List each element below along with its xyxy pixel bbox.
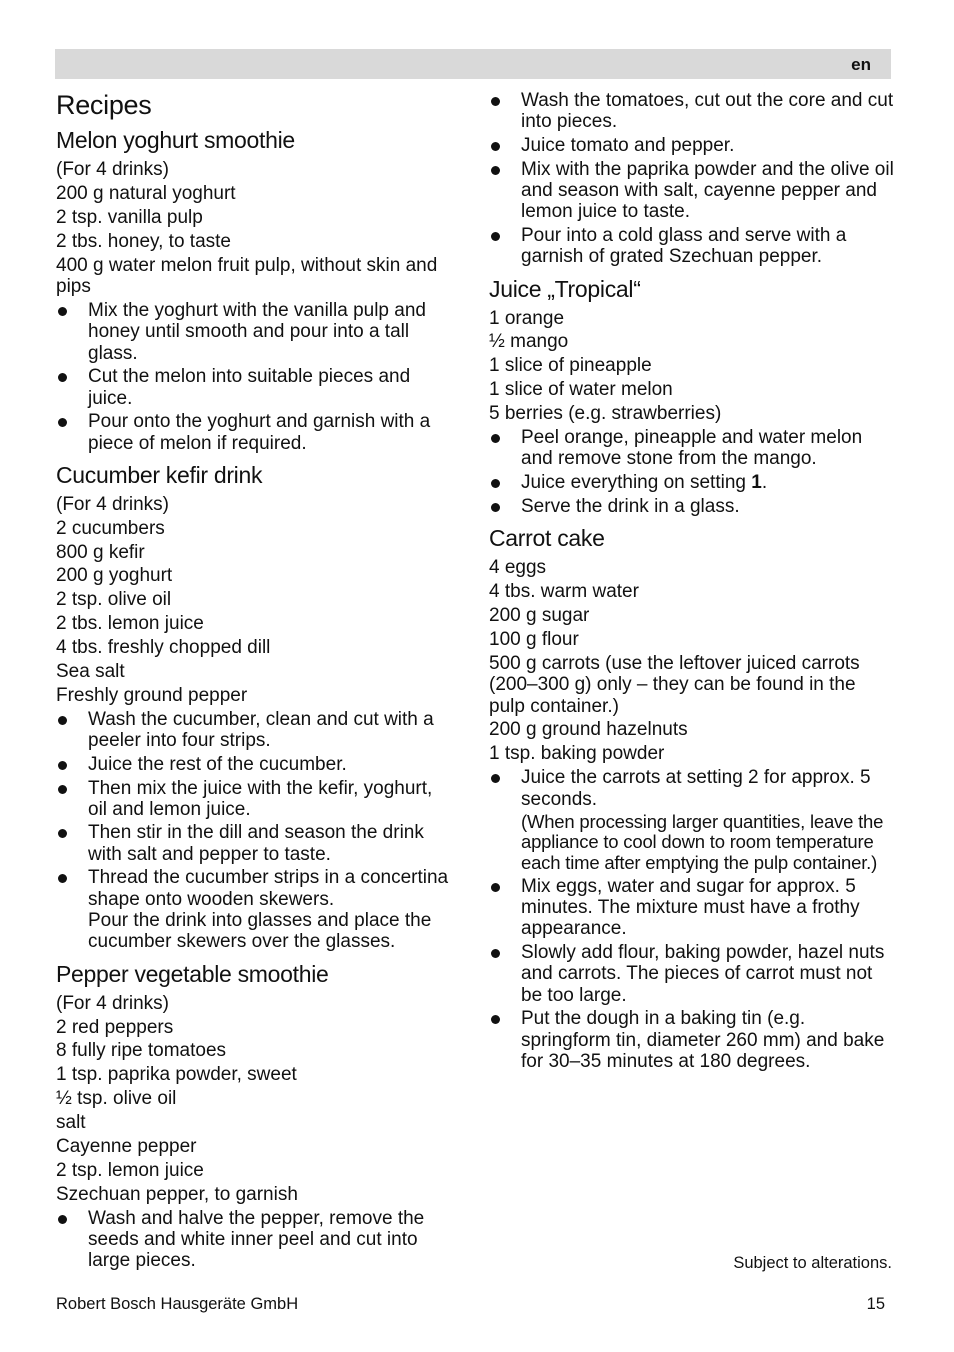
bullet-icon xyxy=(58,307,67,316)
recipe-title: Juice „Tropical“ xyxy=(489,275,641,302)
step-text: Juice everything on setting xyxy=(521,471,752,493)
ingredient: 200 g ground hazelnuts xyxy=(489,719,688,741)
step xyxy=(489,496,894,517)
ingredient: (For 4 drinks) xyxy=(56,493,169,515)
step xyxy=(489,159,894,223)
page-title: Recipes xyxy=(56,90,152,120)
step xyxy=(56,1208,456,1272)
step-text: Serve the drink in a glass. xyxy=(521,495,740,517)
step xyxy=(56,754,456,775)
recipe-title: Cucumber kefir drink xyxy=(56,461,263,488)
ingredient: 2 tsp. vanilla pulp xyxy=(56,206,203,228)
step xyxy=(489,942,894,1006)
step xyxy=(56,411,456,454)
step xyxy=(489,90,894,133)
ingredient: Szechuan pepper, to garnish xyxy=(56,1183,298,1205)
bullet-icon xyxy=(491,1015,500,1024)
ingredient: 100 g flour xyxy=(489,628,579,650)
bullet-icon xyxy=(491,949,500,958)
ingredient: 1 orange xyxy=(489,307,565,329)
recipe-pepper-vegetable-smoothie xyxy=(56,959,456,1272)
ingredient: 500 g carrots (use the leftover juiced carrots (200–300 g) only – they can be found in the pulp container.) xyxy=(489,652,860,717)
ingredient: 200 g sugar xyxy=(489,604,590,626)
ingredient-list xyxy=(56,494,456,707)
step-text: Wash the tomatoes, cut out the core and cut into pieces. xyxy=(521,90,894,133)
step-text: Peel orange, pineapple and water melon and remove stone from the mango. xyxy=(521,427,863,470)
step-text: Put the dough in a baking tin (e.g. springform tin, diameter 260 mm) and bake for 30–35 minutes at 180 degrees. xyxy=(521,1008,885,1072)
subject-to-alterations-note: Subject to alterations. xyxy=(733,1254,892,1272)
ingredient-list xyxy=(56,993,456,1206)
step-list xyxy=(489,767,894,1072)
recipe-melon-yoghurt-smoothie xyxy=(56,125,456,454)
step-list xyxy=(489,427,894,517)
bullet-icon xyxy=(58,829,67,838)
step-text: Juice the carrots at setting 2 for approx. 5 seconds. xyxy=(521,767,871,810)
bullet-icon xyxy=(58,716,67,725)
bullet-icon xyxy=(491,434,500,443)
bullet-icon xyxy=(58,874,67,883)
bullet-icon xyxy=(491,479,500,488)
step xyxy=(489,767,894,873)
language-code: en xyxy=(851,55,871,74)
recipe-juice-tropical xyxy=(489,274,894,517)
step xyxy=(489,135,894,156)
ingredient: ½ mango xyxy=(489,331,569,353)
ingredient: 8 fully ripe tomatoes xyxy=(56,1040,227,1062)
header-bar xyxy=(55,49,891,79)
step-text: Mix with the paprika powder and the olive oil and season with salt, cayenne pepper and lemon juice to taste. xyxy=(521,158,894,223)
ingredient: 2 cucumbers xyxy=(56,517,165,539)
ingredient: 2 tbs. lemon juice xyxy=(56,613,204,635)
bullet-icon xyxy=(491,503,500,512)
bullet-icon xyxy=(491,166,500,175)
ingredient-list xyxy=(489,308,894,425)
ingredient: 2 tbs. honey, to taste xyxy=(56,230,231,252)
bullet-icon xyxy=(491,774,500,783)
ingredient-list xyxy=(489,557,894,765)
ingredient: 1 tsp. paprika powder, sweet xyxy=(56,1064,297,1086)
ingredient: 2 red peppers xyxy=(56,1016,174,1038)
step xyxy=(489,1008,894,1072)
step xyxy=(56,366,456,409)
step-text: Wash and halve the pepper, remove the seeds and white inner peel and cut into large pieces. xyxy=(88,1207,425,1272)
ingredient: ½ tsp. olive oil xyxy=(56,1088,177,1110)
step xyxy=(56,709,456,752)
bullet-icon xyxy=(491,883,500,892)
step-list xyxy=(56,300,456,454)
step-text: Juice tomato and pepper. xyxy=(521,134,735,156)
step xyxy=(56,867,456,952)
ingredient: (For 4 drinks) xyxy=(56,159,169,180)
recipe-carrot-cake xyxy=(489,523,894,1072)
step-text: Slowly add flour, baking powder, hazel nuts and carrots. The pieces of carrot must not be too large. xyxy=(521,941,885,1006)
bullet-icon xyxy=(58,418,67,427)
step-note: (When processing larger quantities, leave the appliance to cool down to room temperature each time after emptying the pulp container.) xyxy=(521,810,884,873)
step-text-end: . xyxy=(761,471,768,493)
recipe-title: Melon yoghurt smoothie xyxy=(56,127,295,153)
bullet-icon xyxy=(58,785,67,794)
step-note: Pour the drink into glasses and place the cucumber skewers over the glasses. xyxy=(88,910,432,953)
recipe-title: Pepper vegetable smoothie xyxy=(56,960,329,987)
step xyxy=(56,778,456,821)
ingredient: 5 berries (e.g. strawberries) xyxy=(489,403,722,425)
step xyxy=(489,876,894,940)
ingredient: 200 g natural yoghurt xyxy=(56,182,236,204)
step-text: Cut the melon into suitable pieces and juice. xyxy=(88,366,411,409)
ingredient: Freshly ground pepper xyxy=(56,684,248,706)
ingredient: 4 tbs. warm water xyxy=(489,580,639,602)
step-text: Thread the cucumber strips in a concertina shape onto wooden skewers. xyxy=(88,867,449,910)
ingredient: 1 slice of water melon xyxy=(489,379,673,401)
ingredient: 4 tbs. freshly chopped dill xyxy=(56,637,271,659)
recipe-cucumber-kefir-drink xyxy=(56,460,456,953)
ingredient: 2 tsp. olive oil xyxy=(56,589,172,611)
ingredient: 800 g kefir xyxy=(56,541,145,563)
step-text: Pour onto the yoghurt and garnish with a piece of melon if required. xyxy=(88,411,431,454)
step-text: Mix eggs, water and sugar for approx. 5 minutes. The mixture must have a frothy appearance. xyxy=(521,875,860,940)
ingredient: 400 g water melon fruit pulp, without skin and pips xyxy=(56,254,438,298)
step-text: Then stir in the dill and season the drink with salt and pepper to taste. xyxy=(88,822,424,865)
bullet-icon xyxy=(58,373,67,382)
step-text: Wash the cucumber, clean and cut with a peeler into four strips. xyxy=(88,708,434,752)
ingredient: (For 4 drinks) xyxy=(56,992,169,1014)
ingredient: 1 slice of pineapple xyxy=(489,355,652,377)
page-number: 15 xyxy=(866,1295,885,1313)
bullet-icon xyxy=(491,232,500,241)
step-list xyxy=(489,90,894,268)
setting-number: 1 xyxy=(751,471,762,493)
bullet-icon xyxy=(491,97,500,106)
step-list xyxy=(56,1208,456,1272)
ingredient: Sea salt xyxy=(56,661,125,683)
ingredient: 2 tsp. lemon juice xyxy=(56,1159,204,1181)
step xyxy=(489,427,894,470)
ingredient-list xyxy=(56,159,456,298)
step-text: Then mix the juice with the kefir, yoghurt, oil and lemon juice. xyxy=(88,777,433,820)
step-list xyxy=(56,709,456,953)
recipe-title: Carrot cake xyxy=(489,524,605,551)
ingredient: 4 eggs xyxy=(489,556,547,578)
step-text: Pour into a cold glass and serve with a garnish of grated Szechuan pepper. xyxy=(521,224,847,268)
step xyxy=(489,225,894,268)
ingredient: 1 tsp. baking powder xyxy=(489,743,665,765)
step-text: Mix the yoghurt with the vanilla pulp and honey until smooth and pour into a tall glass. xyxy=(88,299,426,364)
recipe-pepper-vegetable-smoothie-continued xyxy=(489,90,894,268)
bullet-icon xyxy=(58,761,67,770)
footer-company: Robert Bosch Hausgeräte GmbH xyxy=(56,1295,299,1313)
step xyxy=(489,472,894,493)
right-column xyxy=(489,90,894,1078)
step xyxy=(56,300,456,364)
step-text: Juice the rest of the cucumber. xyxy=(88,753,347,775)
ingredient: Cayenne pepper xyxy=(56,1136,197,1157)
bullet-icon xyxy=(58,1215,67,1224)
ingredient: salt xyxy=(56,1112,86,1134)
left-column xyxy=(56,90,456,1278)
step xyxy=(56,822,456,865)
ingredient: 200 g yoghurt xyxy=(56,565,173,587)
bullet-icon xyxy=(491,142,500,151)
